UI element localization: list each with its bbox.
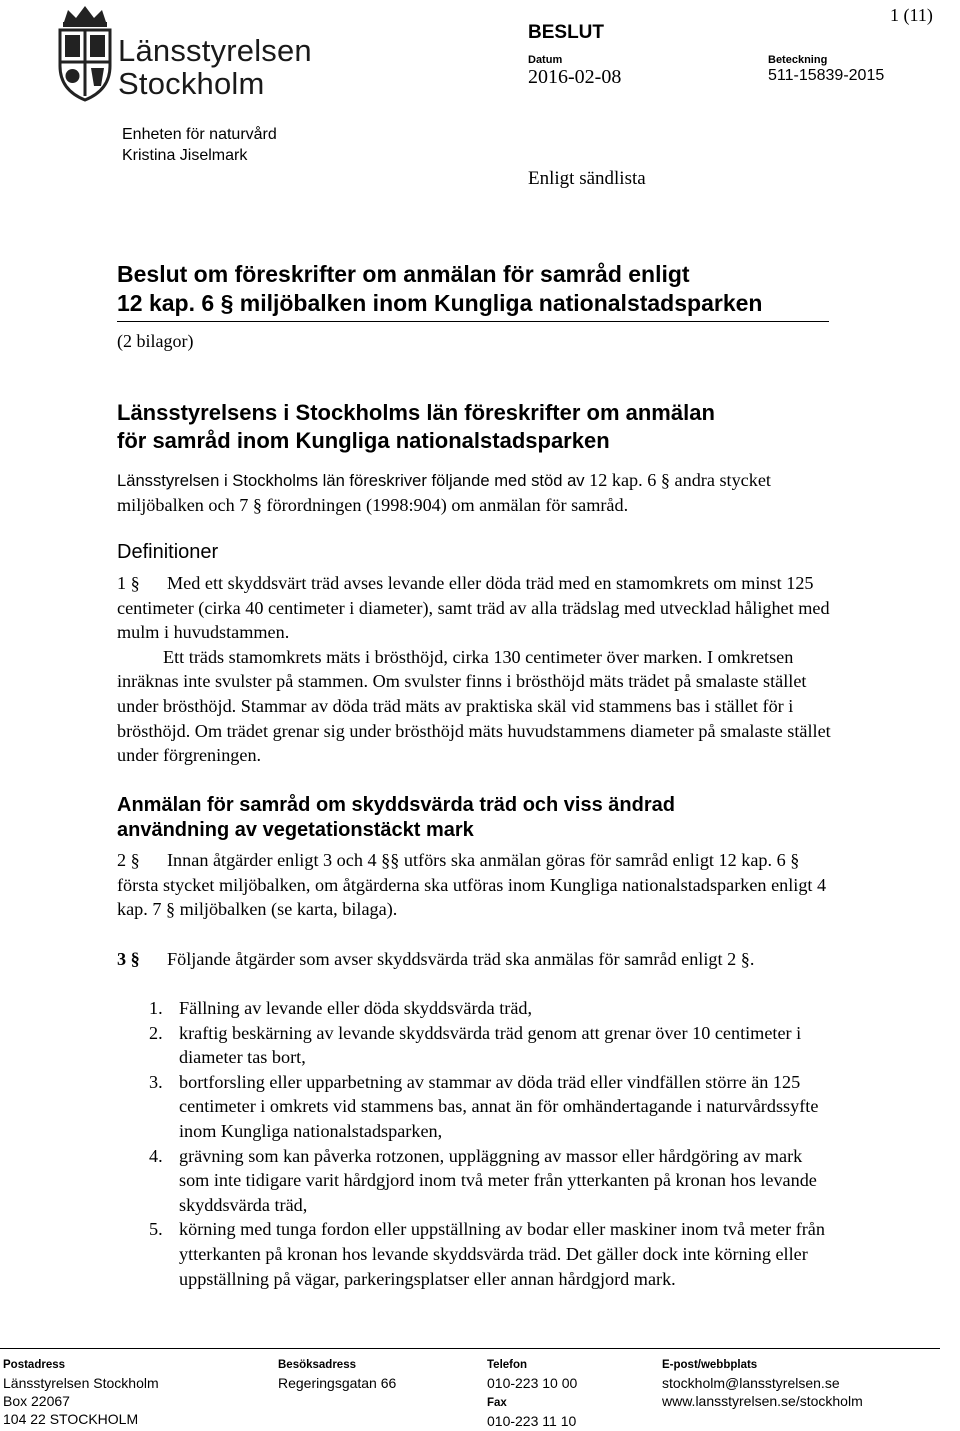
- title-line-1: Beslut om föreskrifter om anmälan för samråd enligt: [117, 261, 690, 287]
- footer-postal-address: [3, 1356, 159, 1428]
- paragraph-1: [117, 571, 837, 645]
- regulation-title-line-2: för samråd inom Kungliga nationalstadsparken: [117, 428, 610, 453]
- notification-heading-line-1: Anmälan för samråd om skyddsvärda träd och viss ändrad: [117, 794, 675, 816]
- list-item-text: kraftig beskärning av levande skyddsvärda träd genom att grenar över 10 centimeter i diameter tas bort,: [179, 1022, 802, 1068]
- list-item: [117, 1070, 837, 1144]
- list-item-text: bortforsling eller upparbetning av stammar av döda träd eller vindfällen större än 125 centimeter i omkrets vid stammens bas, annat än för omhändertagande i naturvårdssyfte inom Kungliga nationalstadsparken,: [179, 1071, 819, 1141]
- sender-block: [122, 124, 277, 166]
- list-item: [117, 1217, 837, 1291]
- fax-value: 010-223 11 10: [487, 1413, 577, 1429]
- date-value: 2016-02-08: [528, 66, 622, 88]
- paragraph-2-number: 2 §: [117, 850, 140, 870]
- definitions-body: [117, 571, 837, 768]
- list-item-number: 3.: [149, 1071, 163, 1092]
- notification-heading: [117, 793, 817, 843]
- footer-divider: [0, 1348, 940, 1349]
- phone-label: Telefon: [487, 1359, 528, 1371]
- postal-label: Postadress: [3, 1359, 66, 1371]
- list-item-number: 5.: [149, 1219, 163, 1240]
- footer-phone: [487, 1356, 577, 1430]
- document-title: [117, 260, 829, 322]
- list-item: [117, 996, 837, 1021]
- paragraph-1-text: Med ett skyddsvärt träd avses levande eller döda träd med en stamomkrets om minst 125 centimeter (cirka 40 centimeter i diameter), samt träd av alla trädslag med utvecklad hålighet med mulm i huvudstammen.: [117, 573, 830, 643]
- list-item-text: körning med tunga fordon eller uppställning av bodar eller maskiner inom två meter från ytterkanten på kronan hos levande skyddsvärda träd. Det gäller dock inte körning eller uppställning på vägar, parkeringsplatser eller annan hårdgjord mark.: [179, 1219, 825, 1289]
- visit-line-1: Regeringsgatan 66: [278, 1375, 397, 1391]
- postal-line-3: 104 22 STOCKHOLM: [3, 1411, 139, 1427]
- email-link[interactable]: stockholm@lansstyrelsen.se: [662, 1375, 840, 1391]
- agency-logo: [54, 4, 312, 104]
- web-label: E-post/webbplats: [662, 1359, 758, 1371]
- paragraph-2: [117, 848, 837, 922]
- paragraph-1-number: 1 §: [117, 573, 140, 593]
- reference-value: 511-15839-2015: [768, 67, 885, 84]
- paragraph-3-text: Följande åtgärder som avser skyddsvärda träd ska anmälas för samråd enligt 2 §.: [167, 949, 755, 969]
- paragraph-3: [117, 947, 837, 972]
- visit-label: Besöksadress: [278, 1359, 356, 1371]
- list-item-text: grävning som kan påverka rotzonen, uppläggning av massor eller hårdgöring av mark som inte tidigare varit hårdgjord inom två meter från ytterkanten på kronan hos levande skyddsvärda träd,: [179, 1145, 817, 1215]
- list-item: [117, 1144, 837, 1218]
- logo-text-line1: Länsstyrelsen: [118, 33, 312, 68]
- reference-label: Beteckning: [768, 54, 828, 66]
- intro-first-part: Länsstyrelsen i Stockholms län föreskriver följande med stöd av: [117, 471, 585, 490]
- recipient: Enligt sändlista: [528, 168, 646, 189]
- attachments-note: (2 bilagor): [117, 331, 194, 351]
- paragraph-3-number: 3 §: [117, 949, 140, 969]
- paragraph-2-text: Innan åtgärder enligt 3 och 4 §§ utförs ska anmälan göras för samråd enligt 12 kap. 6 § första stycket miljöbalken, om åtgärderna ska utföras inom Kungliga nationalstadsparken enligt 4 kap. 7 § miljöbalken (se karta, bilaga).: [117, 850, 827, 920]
- footer-web: [662, 1356, 863, 1410]
- coat-of-arms-icon: [54, 4, 116, 104]
- list-item-number: 1.: [149, 998, 163, 1018]
- title-line-2: 12 kap. 6 § miljöbalken inom Kungliga nationalstadsparken: [117, 290, 763, 316]
- sender-unit: Enheten för naturvård: [122, 126, 277, 143]
- date-label: Datum: [528, 54, 563, 66]
- regulation-title: [117, 399, 877, 455]
- document-type: BESLUT: [528, 22, 604, 43]
- fax-label: Fax: [487, 1397, 507, 1409]
- notification-heading-line-2: användning av vegetationstäckt mark: [117, 819, 474, 841]
- list-item: [117, 1021, 837, 1070]
- logo-text-line2: Stockholm: [118, 66, 265, 101]
- postal-line-1: Länsstyrelsen Stockholm: [3, 1375, 159, 1391]
- intro-rest: 12 kap. 6 § andra stycket miljöbalken och 7 § förordningen (1998:904) om anmälan för samråd.: [117, 470, 771, 515]
- actions-list: [117, 996, 837, 1291]
- list-item-text: Fällning av levande eller döda skyddsvärda träd,: [179, 998, 533, 1018]
- sender-person: Kristina Jiselmark: [122, 147, 248, 164]
- list-item-number: 4.: [149, 1145, 163, 1166]
- list-item-number: 2.: [149, 1022, 163, 1043]
- footer-visiting-address: [278, 1356, 396, 1392]
- phone-value: 010-223 10 00: [487, 1375, 578, 1391]
- paragraph-1-continuation: Ett träds stamomkrets mäts i brösthöjd, cirka 130 centimeter över marken. I omkretsen inräknas inte svulster på stammen. Om svulster finns i brösthöjd mäts trädet på smalaste stället under brösthöjd. Stammar av döda träd mäts av praktiska skäl vid stammens bas i stället för i brösthöjd. Om trädet grenar sig under brösthöjd mäts huvudstammens diameter på smalaste stället under förgreningen.: [117, 646, 831, 766]
- postal-line-2: Box 22067: [3, 1393, 70, 1409]
- regulation-title-line-1: Länsstyrelsens i Stockholms län föreskrifter om anmälan: [117, 400, 715, 425]
- definitions-heading: Definitioner: [117, 541, 219, 563]
- page-number: 1 (11): [890, 5, 933, 25]
- regulation-intro: [117, 468, 842, 518]
- website-link[interactable]: www.lansstyrelsen.se/stockholm: [662, 1393, 863, 1409]
